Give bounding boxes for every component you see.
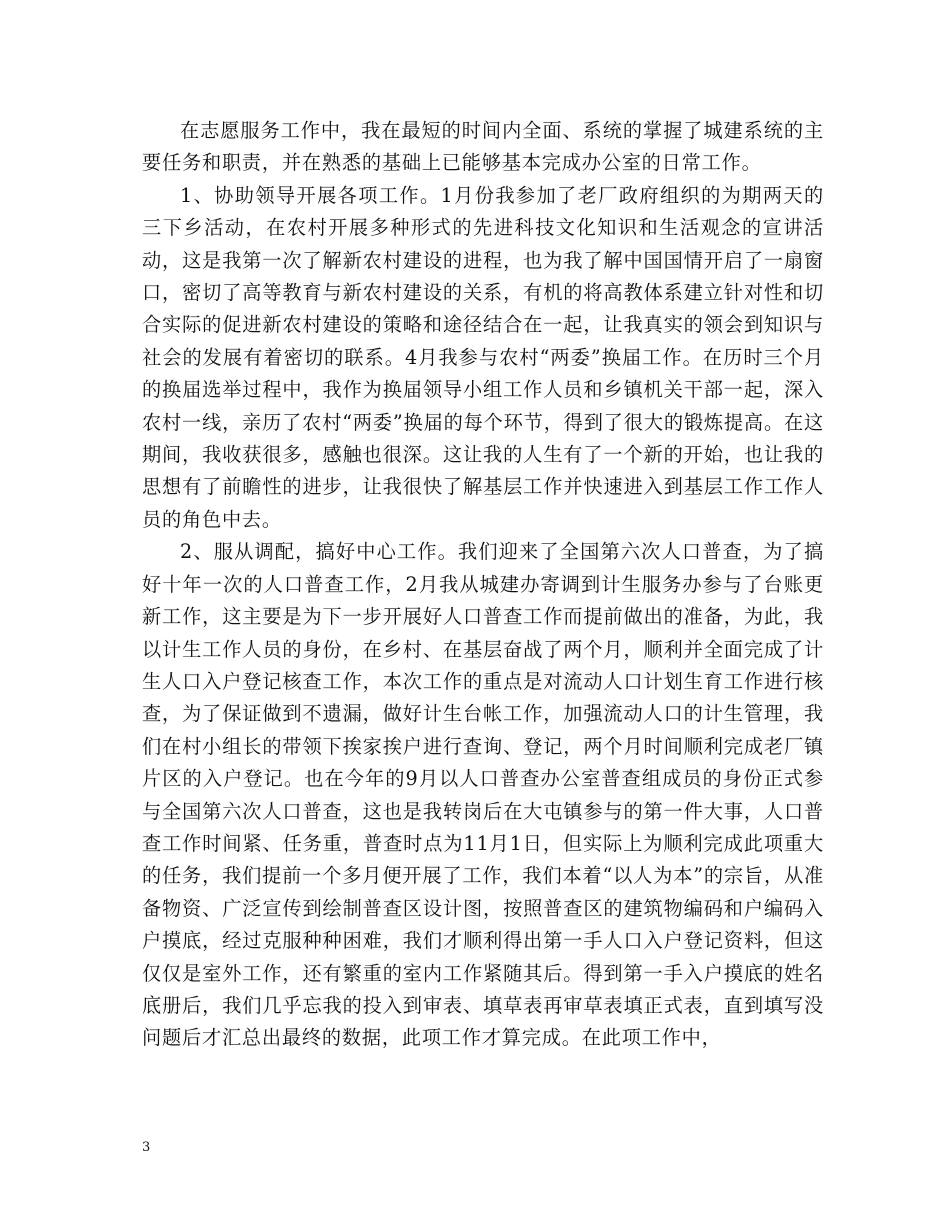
paragraph-item-1: 1、协助领导开展各项工作。1月份我参加了老厂政府组织的为期两天的三下乡活动，在农村开展多种形式的先进科技文化知识和生活观念的宣讲活动，这是我第一次了解新农村建设的进程，也为我了解中国国情开启了一扇窗口，密切了高等教育与新农村建设的关系，有机的将高教体系建立针对性和切合实际的促进新农村建设的策略和途径结合在一起，让我真实的领会到知识与社会的发展有着密切的联系。4月我参与农村“两委”换届工作。在历时三个月的换届选举过程中，我作为换届领导小组工作人员和乡镇机关干部一起，深入农村一线，亲历了农村“两委”换届的每个环节，得到了很大的锻炼提高。在这期间，我收获很多，感触也很深。这让我的人生有了一个新的开始，也让我的思想有了前瞻性的进步，让我很快了解基层工作并快速进入到基层工作工作人员的角色中去。 (142, 183, 824, 531)
body-text (142, 115, 824, 1055)
paragraph-intro: 在志愿服务工作中，我在最短的时间内全面、系统的掌握了城建系统的主要任务和职责，并在熟悉的基础上已能够基本完成办公室的日常工作。 (142, 119, 824, 175)
paragraph-item-2: 2、服从调配，搞好中心工作。我们迎来了全国第六次人口普查，为了搞好十年一次的人口普查工作，2月我从城建办寄调到计生服务办参与了台账更新工作，这主要是为下一步开展好人口普查工作而提前做出的准备，为此，我以计生工作人员的身份，在乡村、在基层奋战了两个月，顺利并全面完成了计生人口入户登记核查工作，本次工作的重点是对流动人口计划生育工作进行核查，为了保证做到不遗漏，做好计生台帐工作，加强流动人口的计生管理，我们在村小组长的带领下挨家挨户进行查询、登记，两个月时间顺利完成老厂镇片区的入户登记。也在今年的9月以人口普查办公室普查组成员的身份正式参与全国第六次人口普查，这也是我转岗后在大屯镇参与的第一件大事，人口普查工作时间紧、任务重，普查时点为11月1日，但实际上为顺利完成此项重大的任务，我们提前一个多月便开展了工作，我们本着“以人为本”的宗旨，从准备物资、广泛宣传到绘制普查区设计图，按照普查区的建筑物编码和户编码入户摸底，经过克服种种困难，我们才顺利得出第一手人口入户登记资料，但这仅仅是室外工作，还有繁重的室内工作紧随其后。得到第一手入户摸底的姓名底册后，我们几乎忘我的投入到审表、填草表再审草表填正式表，直到填写没问题后才汇总出最终的数据，此项工作才算完成。在此项工作中， (142, 540, 824, 1050)
page-number: 3 (142, 1140, 151, 1155)
